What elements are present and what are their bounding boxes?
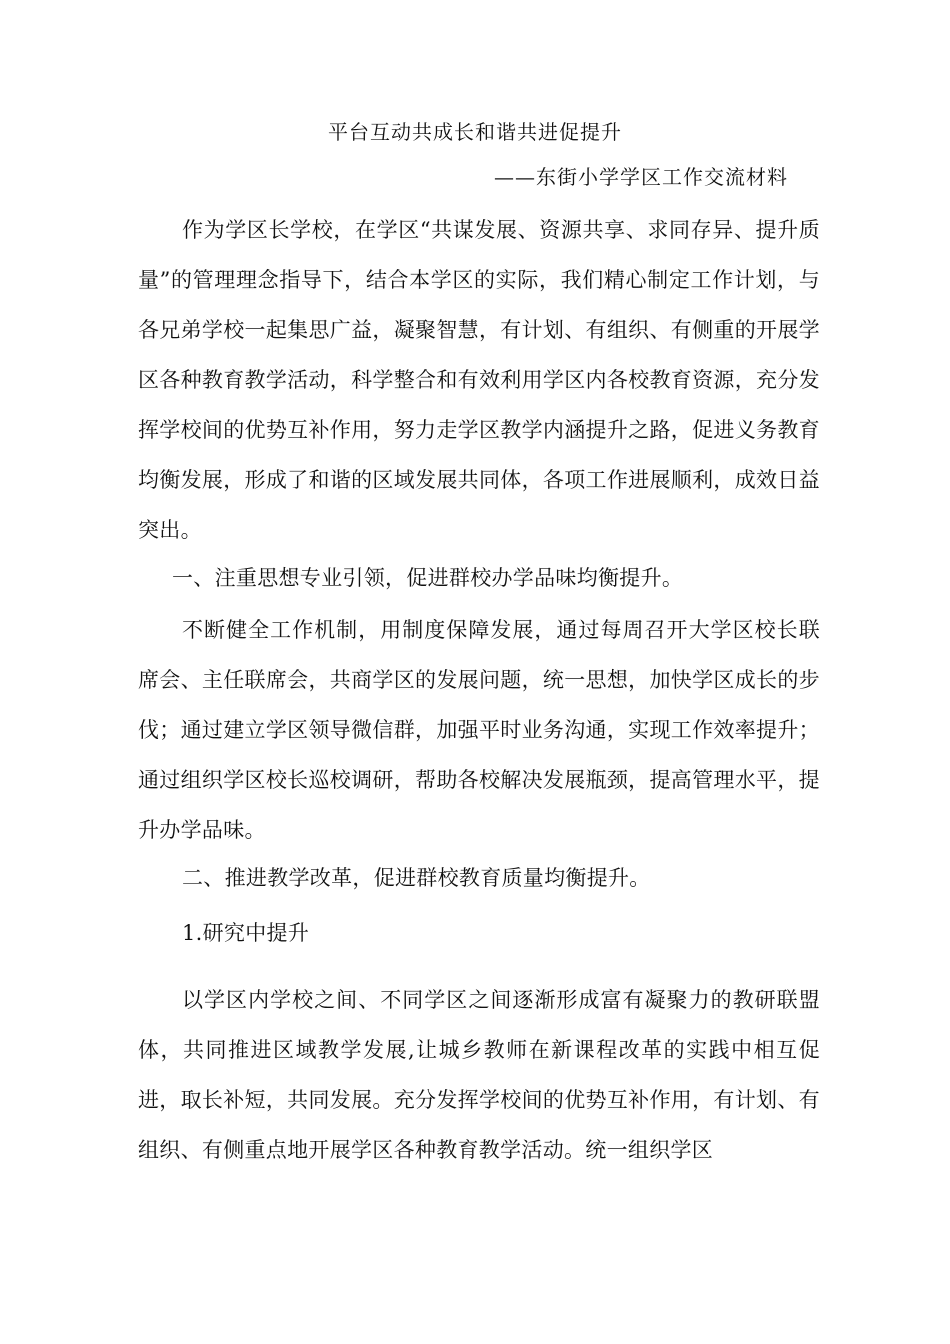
section-1-paragraph: 不断健全工作机制，用制度保障发展，通过每周召开大学区校长联席会、主任联席会，共商学区的发展问题，统一思想，加快学区成长的步伐；通过建立学区领导微信群，加强平时业务沟通，实现工作效率提升；通过组织学区校长巡校调研，帮助各校解决发展瓶颈，提高管理水平，提升办学品味。 <box>138 618 820 842</box>
subsection-heading-1: 1.研究中提升 <box>182 921 310 945</box>
subsection-1-paragraph: 以学区内学校之间、不同学区之间逐渐形成富有凝聚力的教研联盟体，共同推进区域教学发展,让城乡教师在新课程改革的实践中相互促进，取长补短，共同发展。充分发挥学校间的优势互补作用，有计划、有组织、有侧重点地开展学区各种教育教学活动。统一组织学区 <box>138 988 820 1162</box>
section-heading-2: 二、推进教学改革，促进群校教育质量均衡提升。 <box>182 866 651 890</box>
section-heading-1: 一、注重思想专业引领，促进群校办学品味均衡提升。 <box>172 566 684 590</box>
intro-paragraph: 作为学区长学校，在学区“共谋发展、资源共享、求同存异、提升质量”的管理理念指导下，结合本学区的实际，我们精心制定工作计划，与各兄弟学校一起集思广益，凝聚智慧，有计划、有组织、有侧重的开展学区各种教育教学活动，科学整合和有效利用学区内各校教育资源，充分发挥学校间的优势互补作用，努力走学区教学内涵提升之路，促进义务教育均衡发展，形成了和谐的区域发展共同体，各项工作进展顺利，成效日益突出。 <box>138 218 820 542</box>
document-title: 平台互动共成长和谐共进促提升 <box>328 120 622 144</box>
document-subtitle: ——东街小学学区工作交流材料 <box>494 165 788 189</box>
